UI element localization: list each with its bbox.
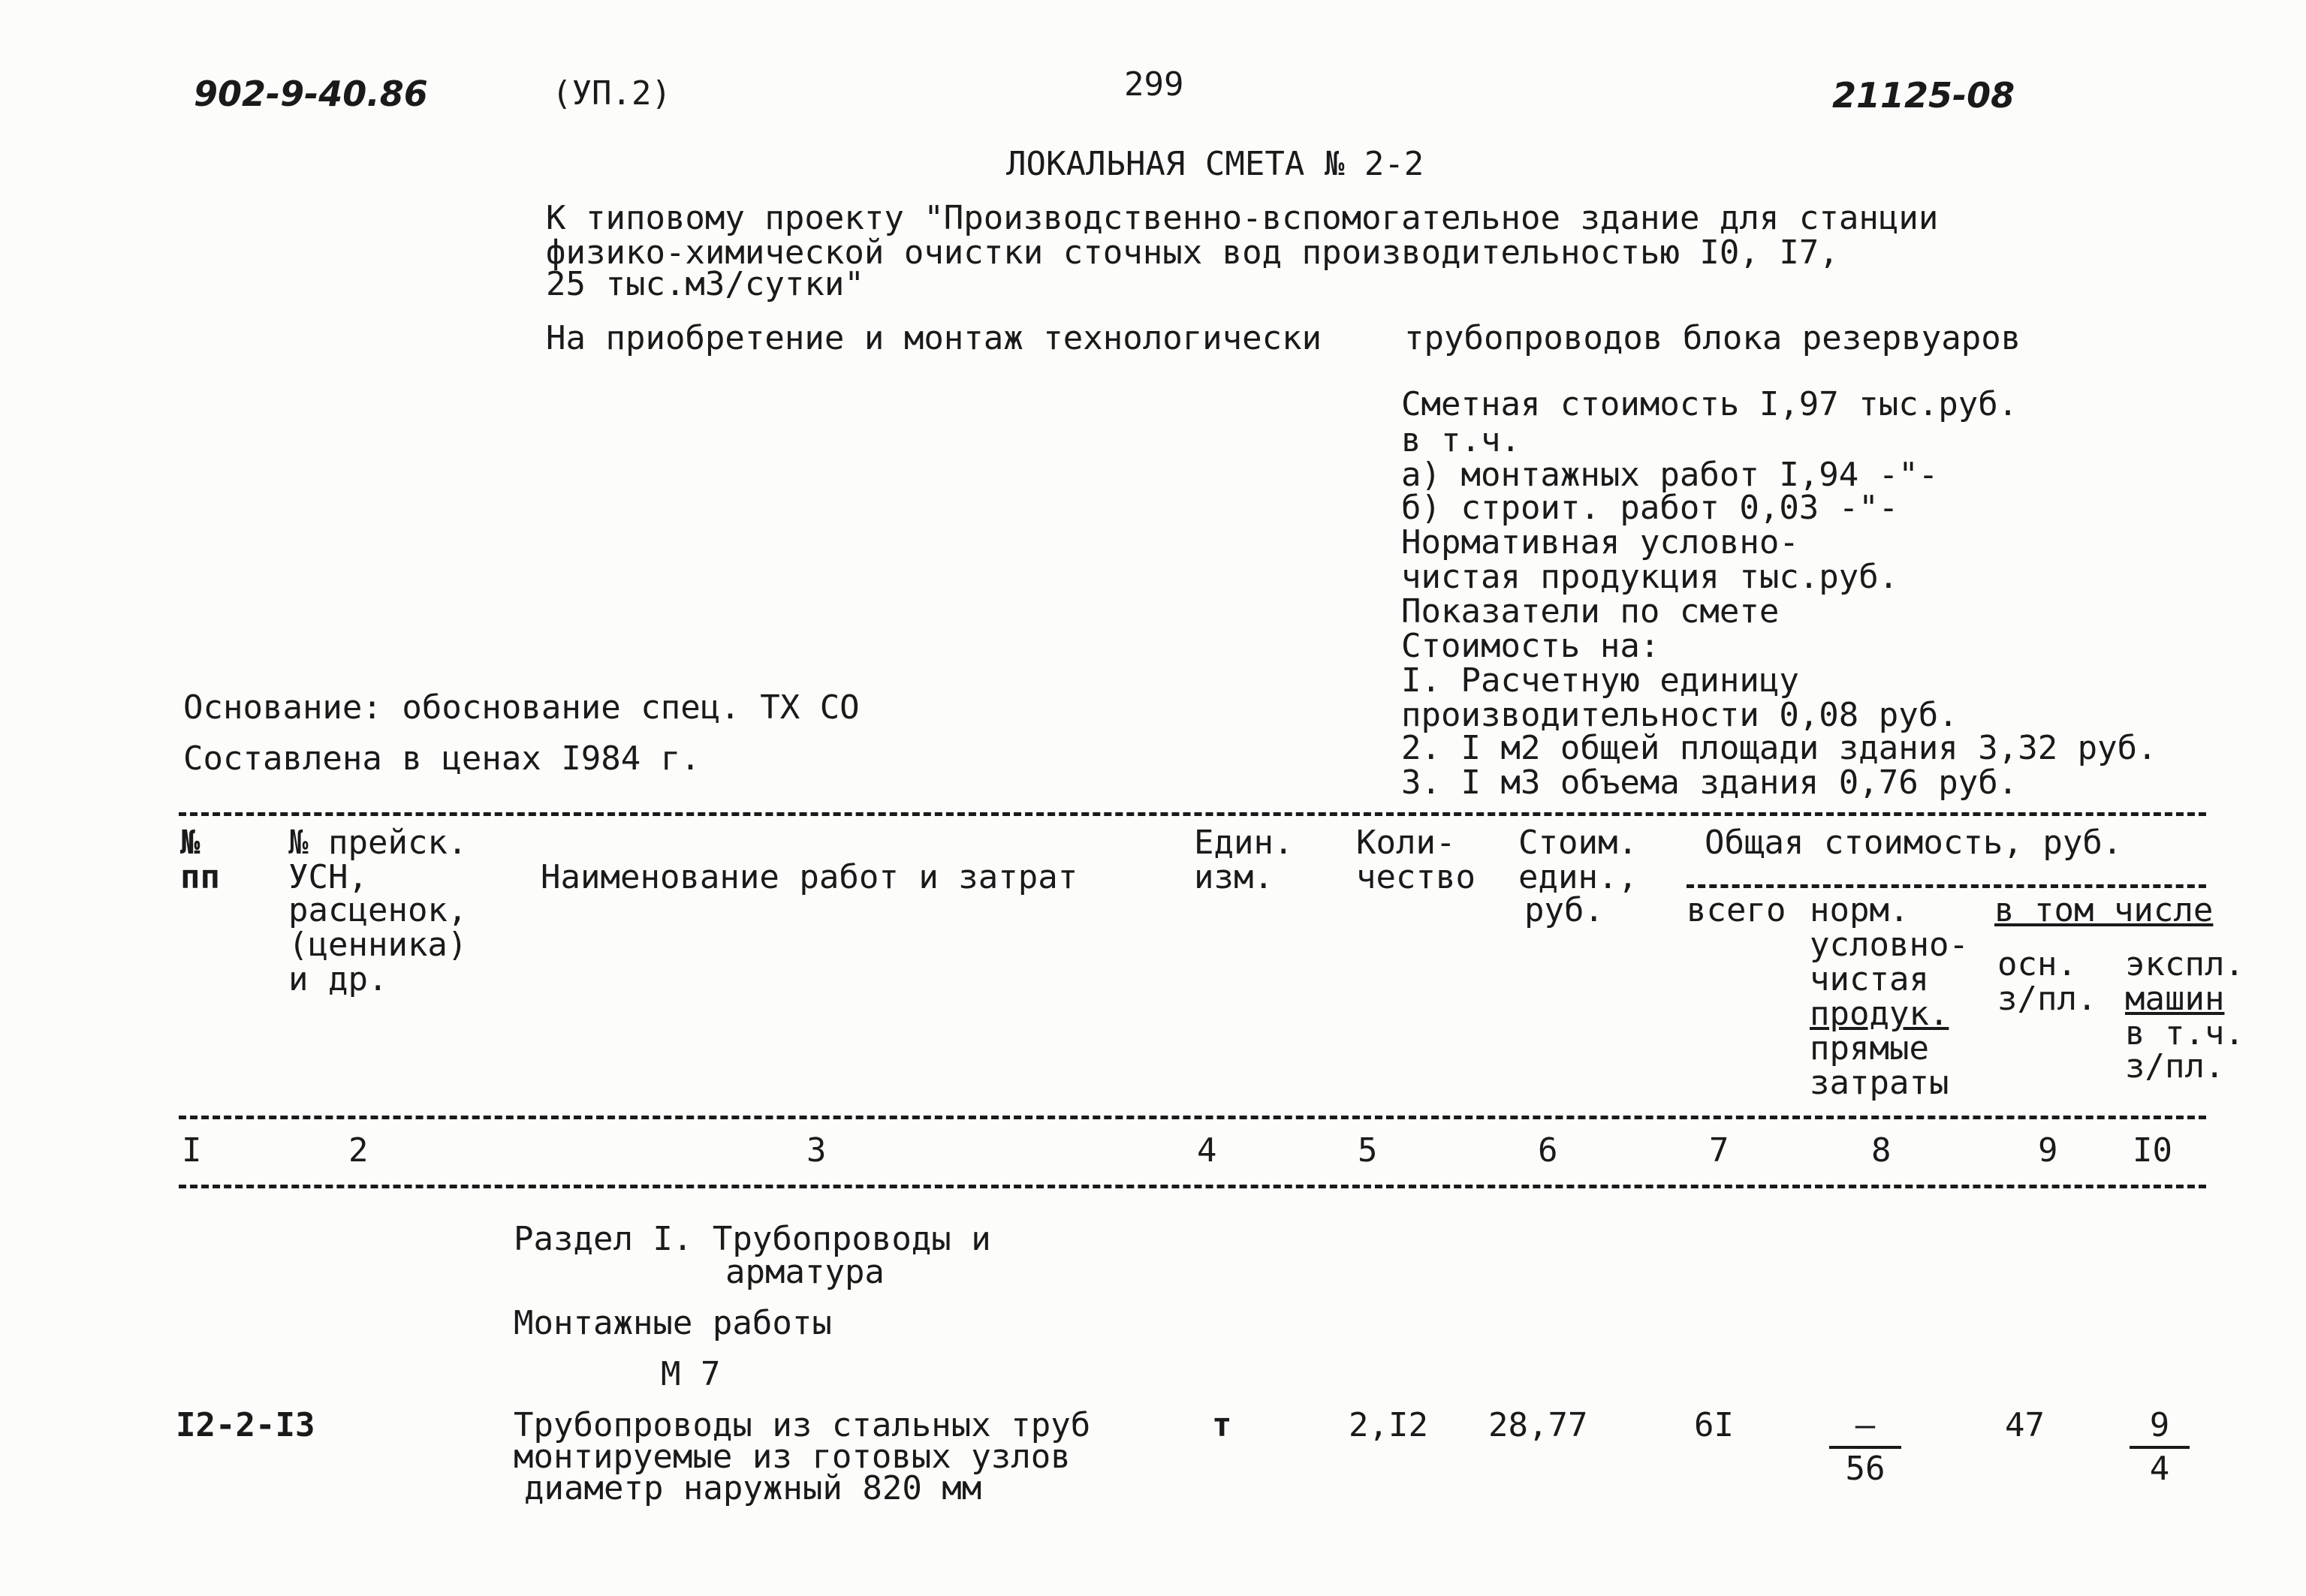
col2-header: УСН, xyxy=(288,858,368,896)
col10-header: экспл. xyxy=(2125,945,2244,983)
project-code: 902-9-40.86 xyxy=(194,74,428,114)
cost-line: Показатели по смете xyxy=(1401,592,1780,631)
album-label: (УП.2) xyxy=(552,74,671,113)
prices-line: Составлена в ценах I984 г. xyxy=(183,739,701,778)
cost-line: производительности 0,08 руб. xyxy=(1401,696,1958,734)
subsection-heading: Монтажные работы xyxy=(514,1304,832,1342)
col4-header: Един. xyxy=(1194,824,1294,862)
col6-header: Стоим. xyxy=(1518,824,1638,862)
fraction-bar xyxy=(2130,1446,2190,1449)
row-name: монтируемые из готовых узлов xyxy=(514,1438,1071,1476)
col-number: 8 xyxy=(1871,1131,1892,1170)
total-group-rule xyxy=(1687,884,2206,888)
col2-header: (ценника) xyxy=(288,926,468,964)
subtitle-line: 25 тыс.м3/сутки" xyxy=(546,265,864,303)
col10-header: в т.ч. xyxy=(2125,1014,2244,1052)
subtitle-line: физико-химической очистки сточных вод производительностью I0, I7, xyxy=(546,233,1839,272)
col1-header: № xyxy=(180,824,200,862)
header-bottom-rule xyxy=(179,1116,2206,1119)
including-header: в том числе xyxy=(1994,891,2214,929)
col6-header: руб. xyxy=(1524,891,1604,929)
cost-line: а) монтажных работ I,94 -"- xyxy=(1401,456,1939,494)
page-number: 299 xyxy=(1124,65,1184,104)
col2-header: расценок, xyxy=(288,891,468,929)
col8-header: чистая xyxy=(1810,960,1929,998)
col-number: 2 xyxy=(348,1131,369,1170)
cost-line: Нормативная условно- xyxy=(1401,523,1799,562)
col7-header: всего xyxy=(1687,891,1786,929)
col10-header: машин xyxy=(2125,980,2225,1018)
purpose-left: На приобретение и монтаж технологически xyxy=(546,319,1322,357)
col1-header: пп xyxy=(180,858,220,896)
row-machines-top: 9 xyxy=(2149,1406,2170,1444)
col-number: I xyxy=(182,1131,202,1170)
row-name: Трубопроводы из стальных труб xyxy=(514,1406,1091,1444)
row-code: I2-2-I3 xyxy=(176,1406,315,1444)
cost-line: Сметная стоимость I,97 тыс.руб. xyxy=(1401,385,2018,423)
row-norm-top: – xyxy=(1855,1406,1876,1444)
col2-header: и др. xyxy=(288,960,388,998)
col-number: 5 xyxy=(1358,1131,1378,1170)
col5-header: Коли- xyxy=(1356,824,1456,862)
col10-header: з/пл. xyxy=(2125,1047,2225,1086)
section-heading: арматура xyxy=(725,1253,885,1291)
fraction-bar xyxy=(1829,1446,1901,1449)
section-heading: Раздел I. Трубопроводы и xyxy=(514,1220,991,1258)
table-top-rule xyxy=(179,812,2206,816)
row-norm-bottom: 56 xyxy=(1845,1450,1885,1488)
col2-header: № прейск. xyxy=(288,824,468,862)
col9-header: осн. xyxy=(1997,945,2077,983)
col9-header: з/пл. xyxy=(1997,980,2097,1018)
row-quantity: 2,I2 xyxy=(1349,1406,1428,1444)
cost-line: чистая продукция тыс.руб. xyxy=(1401,558,1899,596)
row-norm-fraction xyxy=(1829,1408,1901,1486)
document-title: ЛОКАЛЬНАЯ СМЕТА № 2-2 xyxy=(1006,145,1424,183)
cost-line: Стоимость на: xyxy=(1401,627,1660,665)
row-total: 6I xyxy=(1694,1406,1734,1444)
col8-header: продук. xyxy=(1810,995,1949,1033)
col3-header: Наименование работ и затрат xyxy=(541,858,1078,896)
col-number: 3 xyxy=(806,1131,827,1170)
col-number: 9 xyxy=(2038,1131,2058,1170)
cost-line: в т.ч. xyxy=(1401,421,1521,459)
numbers-bottom-rule xyxy=(179,1185,2206,1188)
total-cost-header: Общая стоимость, руб. xyxy=(1705,824,2123,862)
subsection-code: М 7 xyxy=(661,1355,721,1393)
col-number: 6 xyxy=(1538,1131,1558,1170)
col-number: 4 xyxy=(1197,1131,1217,1170)
archive-number: 21125-08 xyxy=(1832,75,2015,116)
cost-line: б) строит. работ 0,03 -"- xyxy=(1401,489,1899,527)
row-machines-fraction xyxy=(2130,1408,2190,1486)
basis-line: Основание: обоснование спец. ТХ СО xyxy=(183,688,860,727)
col-number: 7 xyxy=(1709,1131,1729,1170)
subtitle-line: К типовому проекту "Производственно-вспомогательное здание для станции xyxy=(546,199,1939,237)
row-name: диаметр наружный 820 мм xyxy=(524,1469,982,1507)
col4-header: изм. xyxy=(1194,858,1274,896)
col-number: I0 xyxy=(2133,1131,2172,1170)
col6-header: един., xyxy=(1518,858,1638,896)
col8-header: прямые xyxy=(1810,1029,1929,1068)
cost-line: 2. I м2 общей площади здания 3,32 руб. xyxy=(1401,729,2157,767)
row-wages: 47 xyxy=(2005,1406,2045,1444)
col5-header: чество xyxy=(1356,858,1476,896)
row-unit-cost: 28,77 xyxy=(1488,1406,1588,1444)
col8-header: затраты xyxy=(1810,1064,1949,1102)
row-unit: т xyxy=(1212,1406,1232,1444)
col8-header: условно- xyxy=(1810,926,1969,964)
purpose-right: трубопроводов блока резервуаров xyxy=(1404,319,2021,357)
cost-line: 3. I м3 объема здания 0,76 руб. xyxy=(1401,763,2018,802)
col8-header: норм. xyxy=(1810,891,1910,929)
cost-line: I. Расчетную единицу xyxy=(1401,661,1799,700)
row-machines-bottom: 4 xyxy=(2149,1450,2170,1488)
